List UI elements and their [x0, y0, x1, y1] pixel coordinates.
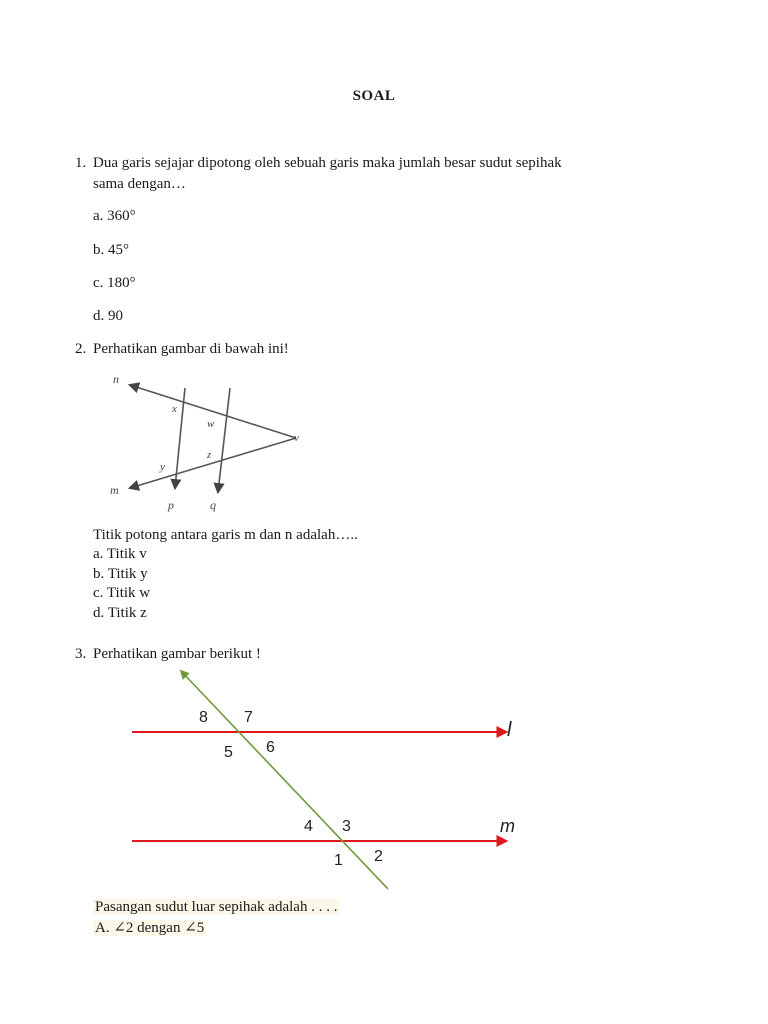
question-prompt-text: Pasangan sudut luar sepihak adalah . . . . — [95, 899, 338, 915]
option-c: c. 180° — [93, 275, 136, 291]
label-z: z — [207, 449, 212, 461]
transversal — [181, 671, 388, 889]
angle-1: 1 — [334, 852, 343, 869]
question-text-line-1: Dua garis sejajar dipotong oleh sebuah garis maka jumlah besar sudut sepihak — [93, 155, 562, 171]
question-text-line-2: sama dengan… — [93, 176, 186, 192]
label-n: n — [113, 372, 119, 386]
angle-2: 2 — [374, 848, 383, 865]
question-text: Perhatikan gambar berikut ! — [93, 646, 261, 662]
label-y: y — [160, 461, 165, 473]
angle-4: 4 — [304, 818, 313, 835]
angle-6: 6 — [266, 739, 275, 756]
option-a: a. 360° — [93, 208, 136, 224]
angle-8: 8 — [199, 709, 208, 726]
question-text: Perhatikan gambar di bawah ini! — [93, 341, 289, 357]
question-number: 2. — [75, 341, 87, 357]
label-w: w — [207, 418, 215, 430]
line-q — [218, 388, 230, 492]
option-b: b. Titik y — [93, 566, 148, 582]
question-prompt: Titik potong antara garis m dan n adalah….. — [93, 527, 358, 543]
option-a-text: A. ∠2 dengan ∠5 — [95, 920, 205, 936]
angle-3: 3 — [342, 818, 351, 835]
question-number: 3. — [75, 646, 87, 662]
parallel-lines-transversal-figure — [120, 660, 540, 895]
label-v: v — [294, 432, 299, 444]
label-x: x — [172, 403, 177, 415]
option-d: d. 90 — [93, 308, 123, 324]
question-number: 1. — [75, 155, 87, 171]
label-l: l — [507, 719, 512, 741]
angle-7: 7 — [244, 709, 253, 726]
option-c: c. Titik w — [93, 585, 151, 601]
angle-5: 5 — [224, 744, 233, 761]
line-m — [130, 438, 296, 488]
question-prompt — [93, 899, 339, 916]
label-p: p — [168, 498, 174, 512]
label-m: m — [110, 483, 119, 497]
line-n — [130, 385, 296, 438]
page-title: SOAL — [352, 88, 396, 104]
option-d: d. Titik z — [93, 605, 147, 621]
parallel-lines-triangle-figure — [100, 368, 320, 516]
label-m: m — [500, 816, 515, 836]
option-a: a. Titik v — [93, 546, 147, 562]
option-a — [93, 918, 206, 937]
option-b: b. 45° — [93, 242, 129, 258]
label-q: q — [210, 498, 216, 512]
